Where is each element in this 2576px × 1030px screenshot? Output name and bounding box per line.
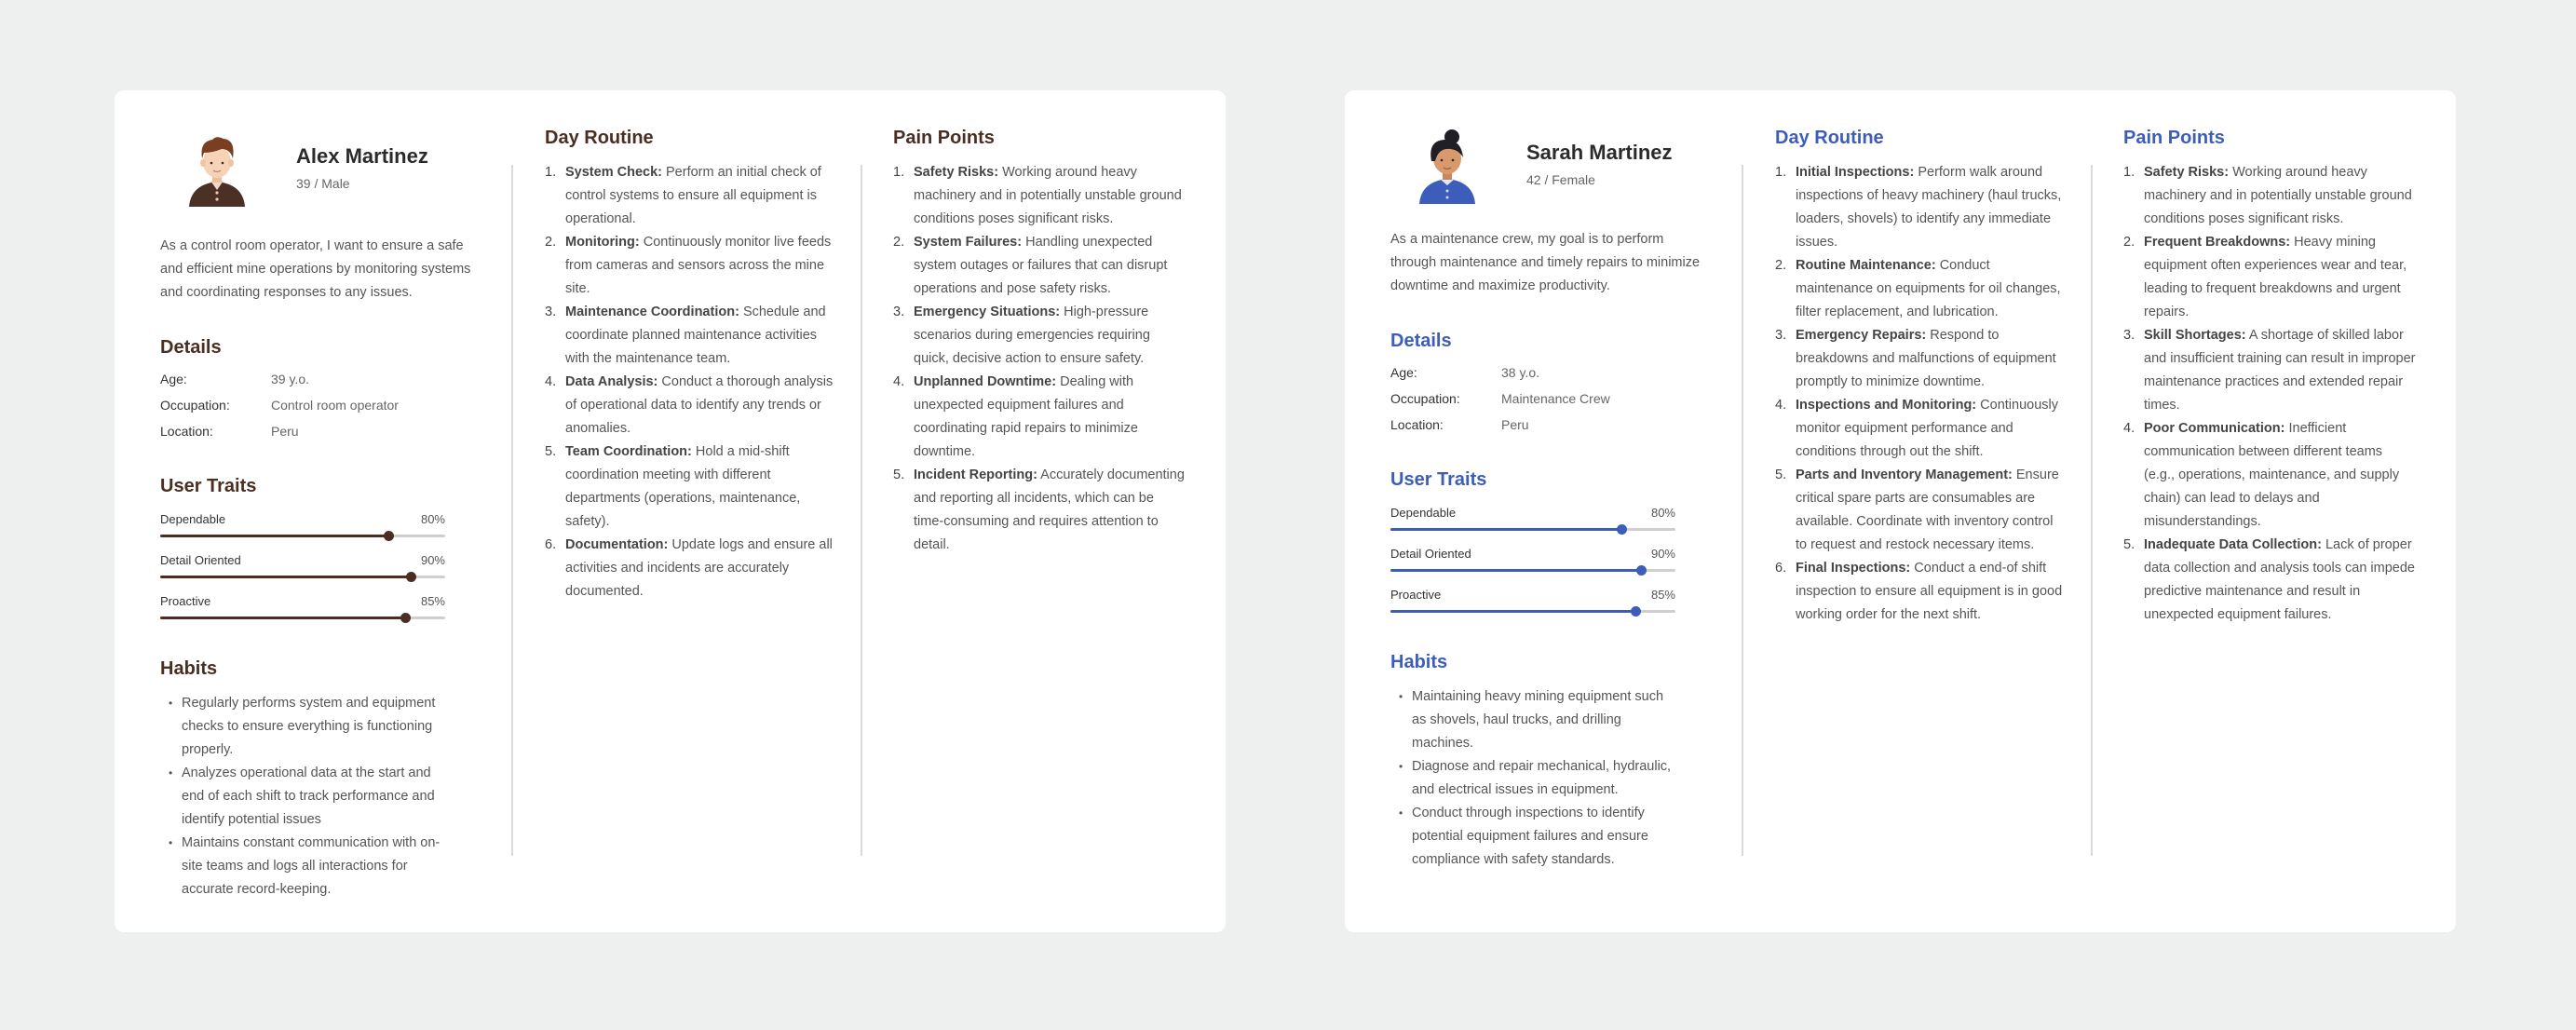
- column-divider: [511, 165, 513, 856]
- pain-item: [2123, 534, 2416, 627]
- habit-item: • Analyzes operational data at the start and end of each shift to track performance and identify potential issues: [160, 762, 444, 832]
- pain-item: [893, 464, 1186, 557]
- traits-section: [1390, 469, 1675, 625]
- item-number: 2.: [545, 235, 557, 250]
- item-title: Documentation:: [565, 537, 669, 552]
- item-title: Poor Communication:: [2144, 421, 2285, 436]
- pain-points-heading: Pain Points: [2123, 128, 2225, 148]
- item-number: 2.: [893, 235, 905, 250]
- day-routine-column: [545, 128, 837, 603]
- trait-fill: [160, 617, 405, 619]
- item-title: Initial Inspections:: [1796, 165, 1915, 180]
- trait-slider-handle: [1631, 606, 1641, 617]
- detail-value: Control room operator: [271, 398, 399, 413]
- detail-value: Peru: [271, 424, 299, 439]
- item-text: Conduct a end-of shift inspection to ensure all equipment is in good working order for the next shift.: [1796, 561, 2063, 622]
- habits-heading: Habits: [1390, 652, 1448, 672]
- habit-item: • Maintains constant communication with on-site teams and logs all interactions for accurate record-keeping.: [160, 832, 444, 901]
- persona-card-sarah: [1345, 90, 2456, 932]
- habit-item: • Diagnose and repair mechanical, hydraulic, and electrical issues in equipment.: [1390, 755, 1674, 802]
- pain-item: [2123, 231, 2416, 324]
- persona-card-alex: [115, 90, 1226, 932]
- persona-intro: As a control room operator, I want to ensure a safe and efficient mine operations by monitoring systems and coordinating responses to any issues.: [160, 238, 471, 300]
- item-text: Handling unexpected system outages or failures that can disrupt operations and pose safety risks.: [914, 235, 1168, 296]
- detail-label: Occupation:: [1390, 391, 1460, 406]
- item-number: 4.: [545, 374, 557, 389]
- details-section: [1390, 331, 1610, 438]
- trait-proactive: [1390, 584, 1675, 625]
- item-text: Perform walk around inspections of heavy machinery (haul trucks, loaders, shovels) to identify any immediate issues.: [1796, 165, 2062, 250]
- detail-label: Location:: [1390, 417, 1444, 432]
- item-title: Data Analysis:: [565, 374, 658, 389]
- trait-value: 80%: [1650, 506, 1675, 520]
- trait-label: Dependable: [160, 512, 226, 526]
- traits-section: [160, 476, 445, 631]
- item-text: Accurately documenting and reporting all incidents, which can be time-consuming and requires attention to detail.: [914, 468, 1185, 552]
- trait-value: 90%: [420, 553, 445, 567]
- trait-track: [1390, 528, 1675, 531]
- item-number: 1.: [893, 165, 905, 180]
- persona-intro: As a maintenance crew, my goal is to perform through maintenance and timely repairs to minimize downtime and maximize productivity.: [1390, 232, 1701, 293]
- pain-item: [893, 231, 1186, 301]
- persona-name: Sarah Martinez: [1526, 141, 1673, 164]
- routine-item: [545, 161, 837, 231]
- item-text: Hold a mid-shift coordination meeting with different departments (operations, maintenance, safety).: [565, 444, 801, 529]
- pain-points-list: [893, 161, 1186, 557]
- item-number: 6.: [1775, 561, 1787, 576]
- item-title: Safety Risks:: [914, 165, 999, 180]
- item-text: Heavy mining equipment often experiences wear and tear, leading to frequent breakdowns and urgent repairs.: [2144, 235, 2407, 319]
- item-title: Maintenance Coordination:: [565, 305, 739, 319]
- traits-heading: User Traits: [1390, 469, 1487, 490]
- routine-item: [1775, 464, 2068, 557]
- traits-heading: User Traits: [160, 476, 257, 496]
- trait-label: Detail Oriented: [1390, 547, 1471, 561]
- trait-fill: [1390, 528, 1621, 531]
- routine-item: [545, 534, 837, 603]
- item-text: Continuously monitor equipment performance and conditions through out the shift.: [1796, 398, 2058, 459]
- trait-value: 90%: [1650, 547, 1675, 561]
- persona-age-gender: 42 / Female: [1526, 172, 1595, 187]
- habit-item: • Conduct through inspections to identify potential equipment failures and ensure compliance with safety standards.: [1390, 802, 1674, 872]
- item-number: 3.: [893, 305, 905, 319]
- item-text: Continuously monitor live feeds from cameras and sensors across the mine site.: [565, 235, 832, 296]
- habits-list: [160, 692, 444, 901]
- habit-item: • Regularly performs system and equipment checks to ensure everything is functioning properly.: [160, 692, 444, 762]
- item-number: 5.: [893, 468, 905, 482]
- trait-dependable: [1390, 502, 1675, 543]
- item-title: Skill Shortages:: [2144, 328, 2246, 343]
- routine-item: [545, 440, 837, 534]
- pain-item: [2123, 161, 2416, 231]
- persona-name: Alex Martinez: [296, 144, 428, 168]
- detail-label: Age:: [160, 372, 187, 386]
- trait-detail-oriented: [160, 549, 445, 590]
- trait-slider-handle: [1636, 565, 1647, 576]
- item-number: 4.: [1775, 398, 1787, 413]
- trait-proactive: [160, 590, 445, 631]
- day-routine-list: [545, 161, 837, 603]
- item-title: Safety Risks:: [2144, 165, 2230, 180]
- trait-label: Proactive: [1390, 588, 1442, 602]
- details-heading: Details: [160, 337, 222, 358]
- item-number: 6.: [545, 537, 557, 552]
- item-title: Emergency Situations:: [914, 305, 1061, 319]
- item-text: Ensure critical spare parts are consumables are available. Coordinate with inventory control to request and restock necessary items.: [1796, 468, 2059, 552]
- routine-item: [1775, 324, 2068, 394]
- avatar-male-icon: [184, 132, 250, 207]
- item-text: Update logs and ensure all activities and incidents are accurately documented.: [565, 537, 833, 599]
- item-title: Parts and Inventory Management:: [1796, 468, 2013, 482]
- trait-fill: [1390, 569, 1641, 572]
- detail-label: Occupation:: [160, 398, 230, 413]
- habits-list: [1390, 685, 1674, 872]
- trait-value: 85%: [1650, 588, 1675, 602]
- trait-slider-handle: [406, 572, 416, 582]
- pain-item: [2123, 324, 2416, 417]
- item-number: 5.: [2123, 537, 2135, 552]
- item-text: Dealing with unexpected equipment failures and coordinating rapid repairs to minimize downtime.: [914, 374, 1138, 459]
- item-title: System Check:: [565, 165, 662, 180]
- routine-item: [1775, 557, 2068, 627]
- detail-value: 39 y.o.: [271, 372, 309, 386]
- trait-track: [160, 535, 445, 537]
- trait-slider-handle: [384, 531, 394, 541]
- item-number: 2.: [2123, 235, 2135, 250]
- day-routine-column: [1775, 128, 2068, 627]
- item-number: 2.: [1775, 258, 1787, 273]
- item-text: Inefficient communication between different teams (e.g., operations, maintenance, and supply chain) can lead to delays and misunderstandings.: [2144, 421, 2400, 529]
- trait-track: [1390, 569, 1675, 572]
- pain-points-column: [2123, 128, 2416, 627]
- habits-section: [1390, 652, 1674, 872]
- item-text: Respond to breakdowns and malfunctions of equipment promptly to minimize downtime.: [1796, 328, 2056, 389]
- pain-item: [2123, 417, 2416, 534]
- item-title: Final Inspections:: [1796, 561, 1911, 576]
- item-text: High-pressure scenarios during emergencies requiring quick, decisive action to ensure safety.: [914, 305, 1150, 366]
- column-divider: [1742, 165, 1743, 856]
- trait-slider-handle: [1617, 524, 1627, 535]
- trait-track: [160, 617, 445, 619]
- pain-points-list: [2123, 161, 2416, 627]
- persona-age-gender: 39 / Male: [296, 176, 350, 191]
- pain-item: [893, 161, 1186, 231]
- pain-item: [893, 301, 1186, 371]
- routine-item: [1775, 161, 2068, 254]
- detail-row-location: [1390, 412, 1610, 438]
- day-routine-heading: Day Routine: [1775, 128, 1884, 148]
- item-title: Unplanned Downtime:: [914, 374, 1057, 389]
- trait-track: [1390, 610, 1675, 613]
- item-number: 5.: [545, 444, 557, 459]
- item-title: Routine Maintenance:: [1796, 258, 1936, 273]
- trait-label: Dependable: [1390, 506, 1457, 520]
- item-text: Lack of proper data collection and analysis tools can impede predictive maintenance and result in unexpected equipment failures.: [2144, 537, 2415, 622]
- item-title: Inspections and Monitoring:: [1796, 398, 1977, 413]
- routine-item: [1775, 394, 2068, 464]
- routine-item: [545, 231, 837, 301]
- trait-fill: [1390, 610, 1635, 613]
- routine-item: [545, 371, 837, 440]
- trait-label: Proactive: [160, 594, 211, 608]
- pain-points-column: [893, 128, 1186, 557]
- item-title: Frequent Breakdowns:: [2144, 235, 2291, 250]
- trait-label: Detail Oriented: [160, 553, 241, 567]
- detail-label: Age:: [1390, 365, 1417, 380]
- pain-item: [893, 371, 1186, 464]
- habits-section: [160, 658, 444, 901]
- item-number: 4.: [893, 374, 905, 389]
- item-title: System Failures:: [914, 235, 1023, 250]
- item-number: 5.: [1775, 468, 1787, 482]
- trait-fill: [160, 535, 388, 537]
- avatar-female-icon: [1415, 129, 1480, 204]
- detail-label: Location:: [160, 424, 213, 439]
- item-title: Incident Reporting:: [914, 468, 1037, 482]
- item-text: Conduct maintenance on equipments for oil changes, filter replacement, and lubrication.: [1796, 258, 2061, 319]
- habit-item: • Maintaining heavy mining equipment such as shovels, haul trucks, and drilling machines.: [1390, 685, 1674, 755]
- trait-value: 85%: [420, 594, 445, 608]
- detail-row-occupation: [1390, 386, 1610, 412]
- item-title: Team Coordination:: [565, 444, 692, 459]
- trait-track: [160, 576, 445, 578]
- detail-row-occupation: [160, 392, 399, 418]
- item-number: 1.: [2123, 165, 2135, 180]
- routine-item: [1775, 254, 2068, 324]
- day-routine-list: [1775, 161, 2068, 627]
- detail-row-age: [1390, 359, 1610, 386]
- day-routine-heading: Day Routine: [545, 128, 654, 148]
- trait-dependable: [160, 508, 445, 549]
- detail-value: Peru: [1501, 417, 1529, 432]
- column-divider: [861, 165, 862, 856]
- detail-row-location: [160, 418, 399, 444]
- item-text: Conduct a thorough analysis of operational data to identify any trends or anomalies.: [565, 374, 834, 436]
- detail-row-age: [160, 366, 399, 392]
- item-text: Schedule and coordinate planned maintenance activities with the maintenance team.: [565, 305, 826, 366]
- item-number: 3.: [1775, 328, 1787, 343]
- item-title: Emergency Repairs:: [1796, 328, 1927, 343]
- habits-heading: Habits: [160, 658, 218, 679]
- pain-points-heading: Pain Points: [893, 128, 995, 148]
- item-text: Working around heavy machinery and in potentially unstable ground conditions poses significant risks.: [2144, 165, 2412, 226]
- item-number: 3.: [2123, 328, 2135, 343]
- routine-item: [545, 301, 837, 371]
- item-text: A shortage of skilled labor and insufficient training can result in improper maintenance practices and extended repair times.: [2144, 328, 2416, 413]
- item-title: Inadequate Data Collection:: [2144, 537, 2322, 552]
- item-number: 3.: [545, 305, 557, 319]
- details-section: [160, 337, 399, 444]
- item-number: 1.: [1775, 165, 1787, 180]
- trait-fill: [160, 576, 411, 578]
- item-number: 1.: [545, 165, 557, 180]
- item-title: Monitoring:: [565, 235, 640, 250]
- item-number: 4.: [2123, 421, 2135, 436]
- detail-value: 38 y.o.: [1501, 365, 1539, 380]
- item-text: Perform an initial check of control systems to ensure all equipment is operational.: [565, 165, 821, 226]
- trait-detail-oriented: [1390, 543, 1675, 584]
- column-divider: [2091, 165, 2093, 856]
- trait-value: 80%: [420, 512, 445, 526]
- item-text: Working around heavy machinery and in potentially unstable ground conditions poses significant risks.: [914, 165, 1182, 226]
- trait-slider-handle: [400, 613, 411, 623]
- detail-value: Maintenance Crew: [1501, 391, 1610, 406]
- details-heading: Details: [1390, 331, 1452, 351]
